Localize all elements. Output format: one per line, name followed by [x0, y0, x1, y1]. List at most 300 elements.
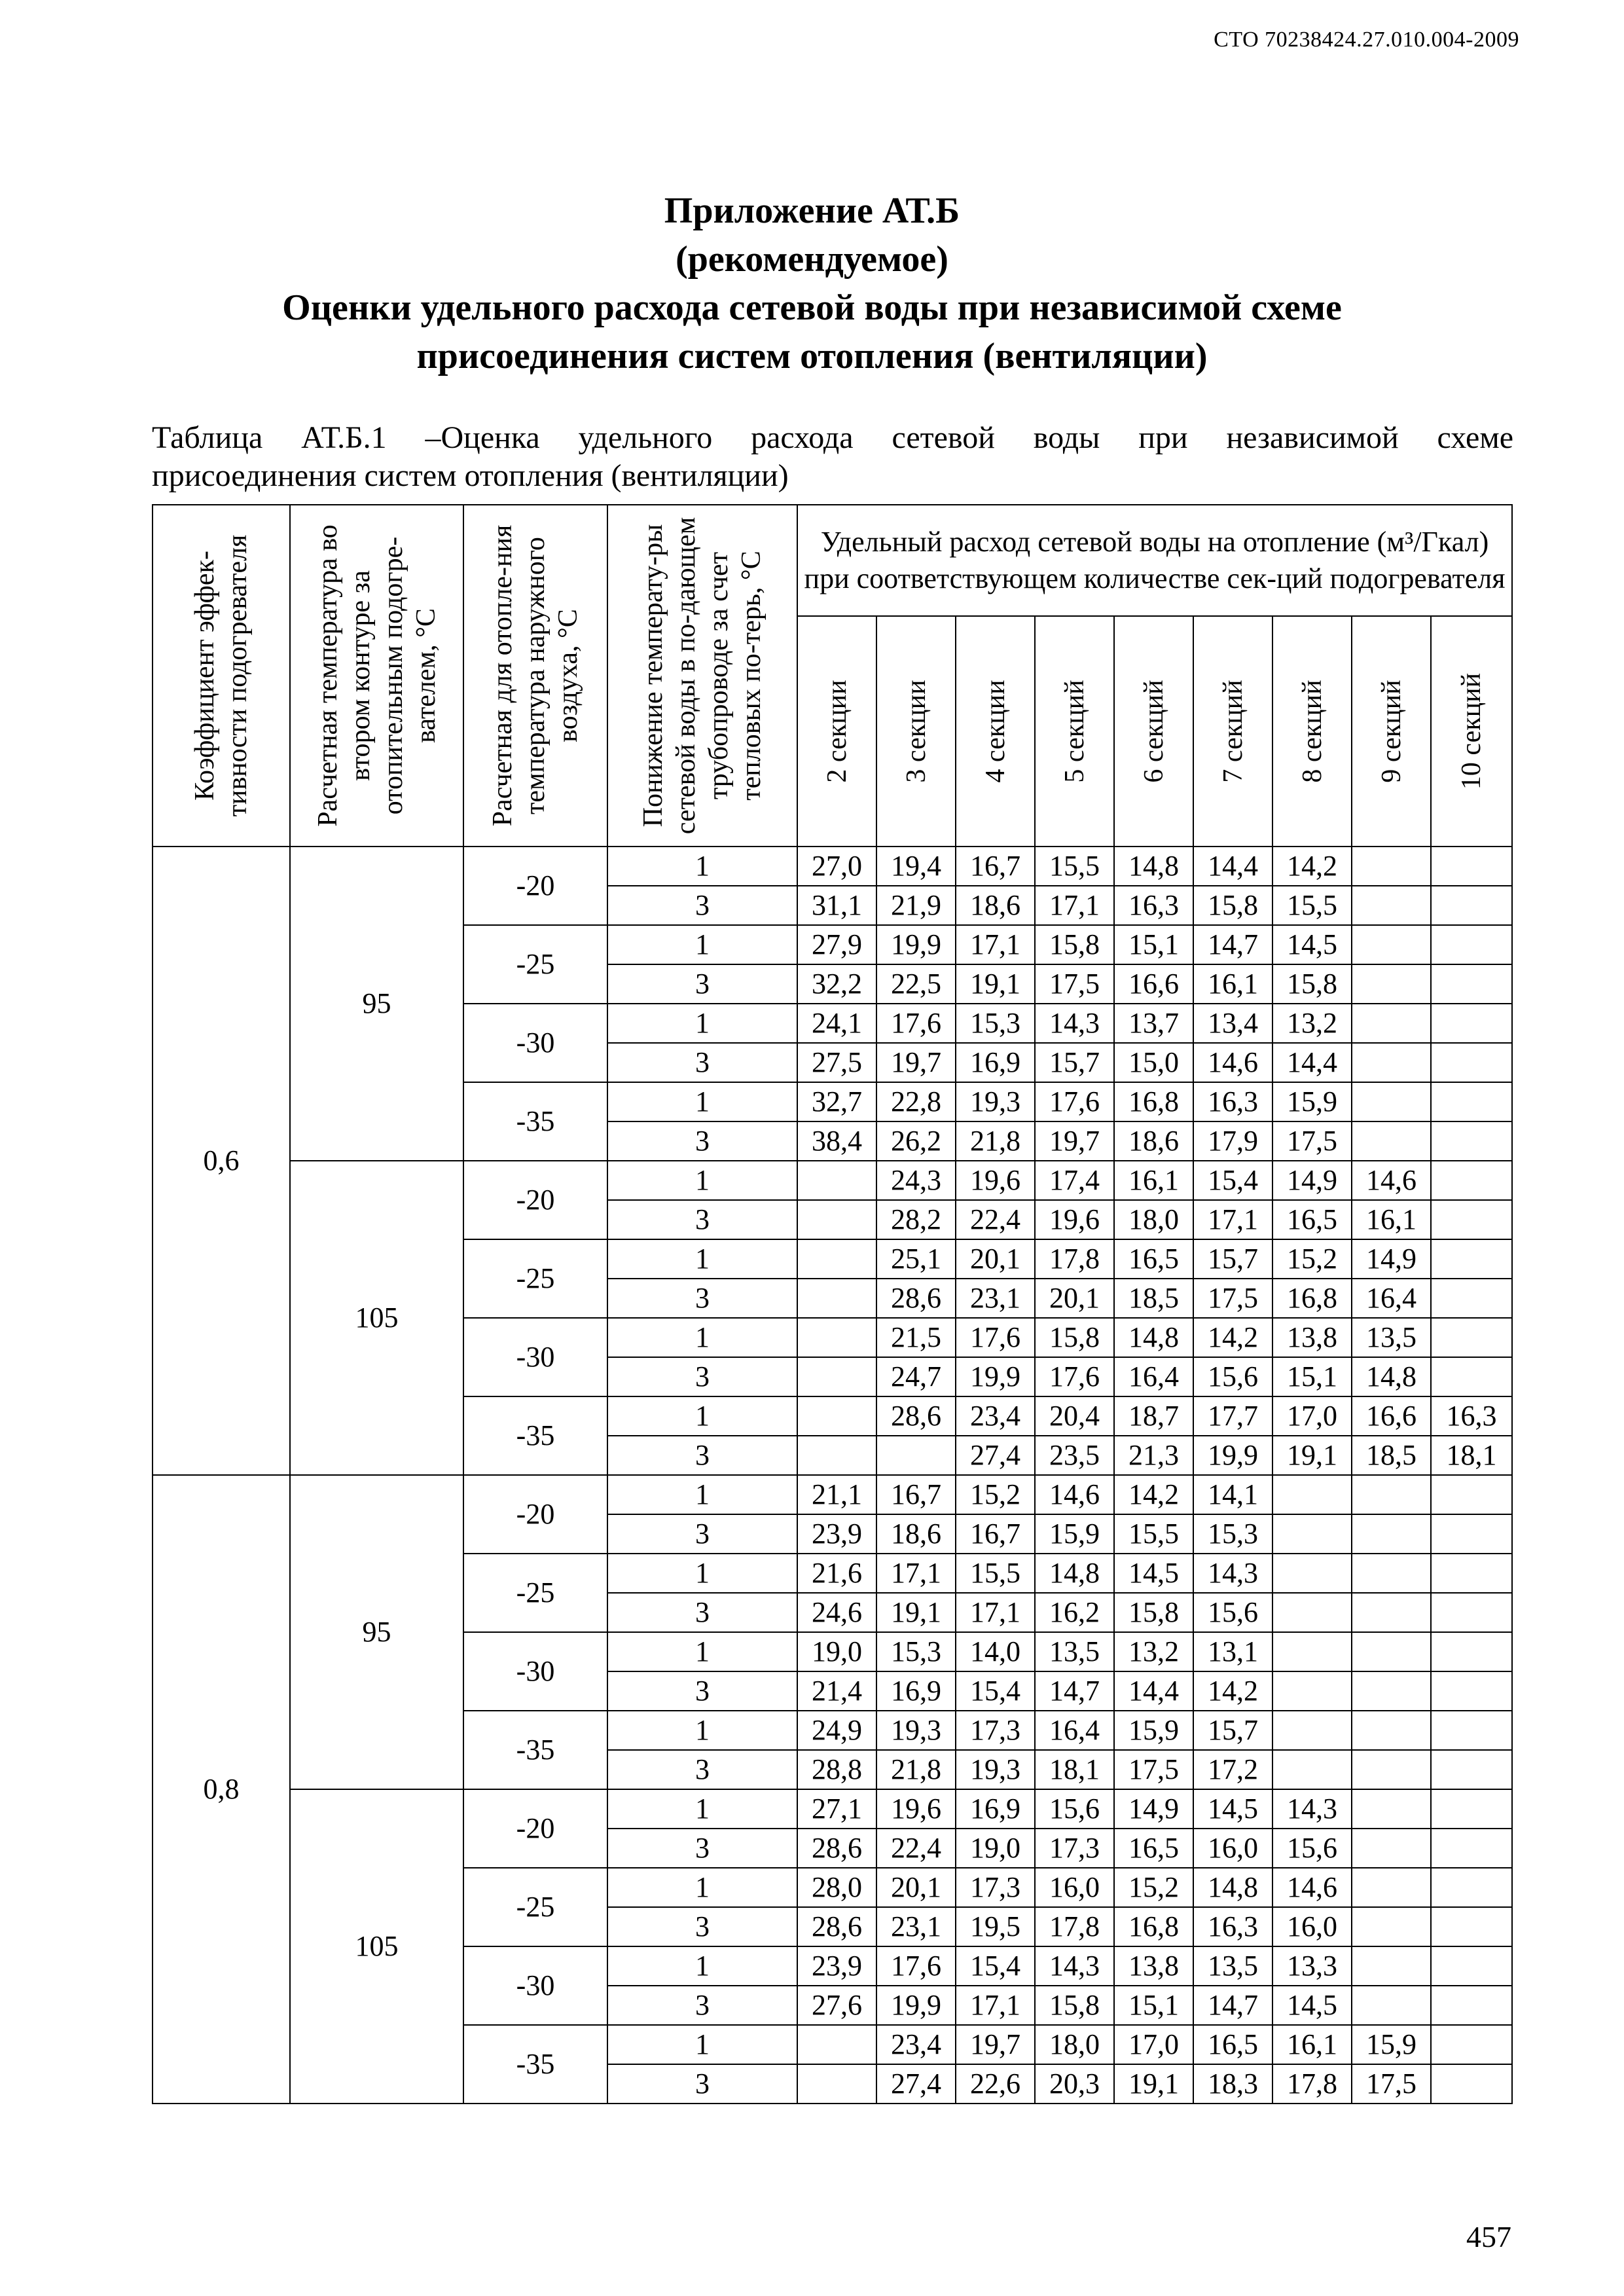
caption-line: присоединения систем отопления (вентиляции) [152, 458, 789, 493]
consumption-value-cell: 16,2 [1035, 1593, 1114, 1632]
consumption-value-cell: 16,8 [1114, 1907, 1193, 1946]
temp-drop-cell: 3 [607, 1671, 797, 1711]
consumption-value-cell: 16,7 [956, 1514, 1035, 1554]
outdoor-temp-cell: -25 [463, 1554, 607, 1632]
temp-drop-cell: 3 [607, 1436, 797, 1475]
consumption-value-cell: 18,3 [1193, 2064, 1272, 2104]
header-section: 6 секций [1114, 616, 1193, 847]
header-section: 8 секций [1272, 616, 1352, 847]
consumption-value-cell: 13,3 [1272, 1946, 1352, 1986]
consumption-value-cell: 15,3 [956, 1004, 1035, 1043]
consumption-value-cell [1431, 1868, 1512, 1907]
consumption-value-cell [1352, 1082, 1431, 1121]
temp-drop-cell: 1 [607, 1632, 797, 1671]
outdoor-temp-cell: -25 [463, 1239, 607, 1318]
consumption-value-cell: 27,4 [956, 1436, 1035, 1475]
header-section: 7 секций [1193, 616, 1272, 847]
consumption-value-cell: 19,3 [956, 1750, 1035, 1789]
consumption-value-cell: 15,2 [1272, 1239, 1352, 1279]
consumption-value-cell [1352, 925, 1431, 964]
consumption-value-cell [797, 1279, 876, 1318]
consumption-value-cell [1352, 1907, 1431, 1946]
consumption-value-cell: 19,9 [876, 1986, 956, 2025]
temp-drop-cell: 3 [607, 1907, 797, 1946]
consumption-value-cell: 19,7 [956, 2025, 1035, 2064]
consumption-value-cell: 19,7 [876, 1043, 956, 1082]
consumption-value-cell: 19,3 [956, 1082, 1035, 1121]
consumption-value-cell: 14,3 [1272, 1789, 1352, 1829]
header-section: 2 секции [797, 616, 876, 847]
consumption-value-cell: 18,5 [1114, 1279, 1193, 1318]
consumption-value-cell [1431, 1357, 1512, 1396]
water-consumption-table [152, 504, 1513, 2104]
temp-drop-cell: 1 [607, 1396, 797, 1436]
consumption-value-cell: 17,2 [1193, 1750, 1272, 1789]
temp-drop-cell: 3 [607, 964, 797, 1004]
consumption-value-cell [1431, 1632, 1512, 1671]
consumption-value-cell: 17,3 [956, 1868, 1035, 1907]
outdoor-temp-cell: -30 [463, 1004, 607, 1082]
outdoor-temp-cell: -30 [463, 1318, 607, 1396]
outdoor-temp-cell: -25 [463, 925, 607, 1004]
consumption-value-cell: 24,6 [797, 1593, 876, 1632]
consumption-value-cell: 14,2 [1272, 847, 1352, 886]
consumption-value-cell: 16,4 [1035, 1711, 1114, 1750]
consumption-value-cell [1352, 1554, 1431, 1593]
consumption-value-cell [1431, 1514, 1512, 1554]
consumption-value-cell: 16,6 [1114, 964, 1193, 1004]
consumption-value-cell: 14,8 [1114, 847, 1193, 886]
consumption-value-cell: 19,6 [956, 1161, 1035, 1200]
consumption-value-cell: 19,1 [876, 1593, 956, 1632]
outdoor-temp-cell: -30 [463, 1946, 607, 2025]
consumption-value-cell: 17,3 [956, 1711, 1035, 1750]
consumption-value-cell [1352, 1475, 1431, 1514]
consumption-value-cell [1431, 1907, 1512, 1946]
consumption-value-cell: 17,6 [956, 1318, 1035, 1357]
consumption-value-cell: 18,1 [1431, 1436, 1512, 1475]
consumption-value-cell: 19,7 [1035, 1121, 1114, 1161]
consumption-value-cell: 15,2 [956, 1475, 1035, 1514]
consumption-value-cell: 14,3 [1035, 1004, 1114, 1043]
consumption-value-cell: 17,8 [1035, 1239, 1114, 1279]
consumption-value-cell [1272, 1554, 1352, 1593]
consumption-value-cell: 31,1 [797, 886, 876, 925]
consumption-value-cell: 15,8 [1035, 1318, 1114, 1357]
consumption-value-cell: 17,1 [1035, 886, 1114, 925]
consumption-value-cell: 28,8 [797, 1750, 876, 1789]
consumption-value-cell: 28,6 [797, 1829, 876, 1868]
table-row [153, 1475, 1512, 1514]
consumption-value-cell: 17,1 [876, 1554, 956, 1593]
consumption-value-cell: 16,1 [1114, 1161, 1193, 1200]
consumption-value-cell: 21,9 [876, 886, 956, 925]
header-specific-consumption: Удельный расход сетевой воды на отопление (м³/Гкал) при соответствующем количестве сек-ций подогревателя [797, 505, 1512, 616]
consumption-value-cell: 18,6 [956, 886, 1035, 925]
temp-drop-cell: 3 [607, 1279, 797, 1318]
consumption-value-cell: 13,7 [1114, 1004, 1193, 1043]
consumption-value-cell [797, 1200, 876, 1239]
consumption-value-cell: 14,8 [1035, 1554, 1114, 1593]
consumption-value-cell: 15,0 [1114, 1043, 1193, 1082]
header-outdoor-temp: Расчетная для отопле-ния температура наружного воздуха, °С [463, 505, 607, 847]
consumption-value-cell: 18,0 [1035, 2025, 1114, 2064]
consumption-value-cell [1272, 1593, 1352, 1632]
efficiency-cell: 0,8 [153, 1475, 290, 2104]
consumption-value-cell: 18,7 [1114, 1396, 1193, 1436]
consumption-value-cell: 22,4 [876, 1829, 956, 1868]
consumption-value-cell [1272, 1475, 1352, 1514]
title-line: Оценки удельного расхода сетевой воды при независимой схеме [282, 287, 1342, 328]
consumption-value-cell: 23,4 [956, 1396, 1035, 1436]
consumption-value-cell: 19,6 [876, 1789, 956, 1829]
title-line: присоединения систем отопления (вентиляции) [416, 336, 1208, 376]
consumption-value-cell: 19,6 [1035, 1200, 1114, 1239]
consumption-value-cell: 27,4 [876, 2064, 956, 2104]
consumption-value-cell: 16,1 [1352, 1200, 1431, 1239]
consumption-value-cell: 16,9 [876, 1671, 956, 1711]
caption-line: Таблица АТ.Б.1 –Оценка удельного расхода сетевой воды при независимой схеме [152, 420, 1513, 455]
consumption-value-cell: 19,1 [1114, 2064, 1193, 2104]
consumption-value-cell: 22,5 [876, 964, 956, 1004]
consumption-value-cell: 21,1 [797, 1475, 876, 1514]
consumption-value-cell: 23,1 [956, 1279, 1035, 1318]
consumption-value-cell: 15,1 [1114, 1986, 1193, 2025]
consumption-value-cell: 16,9 [956, 1789, 1035, 1829]
consumption-value-cell [797, 2025, 876, 2064]
consumption-value-cell: 15,4 [1193, 1161, 1272, 1200]
consumption-value-cell: 22,4 [956, 1200, 1035, 1239]
consumption-value-cell: 20,1 [956, 1239, 1035, 1279]
header-efficiency: Коэффициент эффек-тивности подогревателя [153, 505, 290, 847]
consumption-value-cell: 17,6 [1035, 1082, 1114, 1121]
consumption-value-cell: 14,5 [1193, 1789, 1272, 1829]
consumption-value-cell: 14,8 [1193, 1868, 1272, 1907]
consumption-value-cell: 13,2 [1272, 1004, 1352, 1043]
consumption-value-cell: 16,0 [1193, 1829, 1272, 1868]
consumption-value-cell: 13,5 [1035, 1632, 1114, 1671]
consumption-value-cell: 18,1 [1035, 1750, 1114, 1789]
consumption-value-cell: 17,0 [1272, 1396, 1352, 1436]
title-line: (рекомендуемое) [676, 239, 948, 280]
consumption-value-cell: 28,6 [876, 1279, 956, 1318]
table-row [153, 847, 1512, 886]
temp-drop-cell: 3 [607, 1514, 797, 1554]
consumption-value-cell: 22,8 [876, 1082, 956, 1121]
consumption-value-cell: 24,9 [797, 1711, 876, 1750]
consumption-value-cell: 15,7 [1193, 1711, 1272, 1750]
consumption-value-cell: 13,8 [1272, 1318, 1352, 1357]
consumption-value-cell [1431, 1946, 1512, 1986]
consumption-value-cell: 16,8 [1272, 1279, 1352, 1318]
consumption-value-cell: 28,6 [876, 1396, 956, 1436]
consumption-value-cell: 27,5 [797, 1043, 876, 1082]
temp-drop-cell: 1 [607, 1946, 797, 1986]
consumption-value-cell: 28,0 [797, 1868, 876, 1907]
consumption-value-cell: 25,1 [876, 1239, 956, 1279]
consumption-value-cell: 15,6 [1193, 1357, 1272, 1396]
consumption-value-cell [1352, 1711, 1431, 1750]
consumption-value-cell [1431, 2025, 1512, 2064]
consumption-value-cell: 15,1 [1272, 1357, 1352, 1396]
consumption-value-cell [1352, 1789, 1431, 1829]
consumption-value-cell [1431, 2064, 1512, 2104]
consumption-value-cell [1431, 886, 1512, 925]
consumption-value-cell [1431, 1554, 1512, 1593]
temp-drop-cell: 1 [607, 1161, 797, 1200]
consumption-value-cell: 17,5 [1035, 964, 1114, 1004]
consumption-value-cell [1272, 1750, 1352, 1789]
consumption-value-cell [797, 1436, 876, 1475]
outdoor-temp-cell: -20 [463, 847, 607, 925]
consumption-value-cell: 14,8 [1114, 1318, 1193, 1357]
consumption-value-cell: 14,9 [1114, 1789, 1193, 1829]
consumption-value-cell: 19,0 [956, 1829, 1035, 1868]
consumption-value-cell: 26,2 [876, 1121, 956, 1161]
consumption-value-cell [1431, 1671, 1512, 1711]
consumption-value-cell: 23,9 [797, 1946, 876, 1986]
temp-drop-cell: 1 [607, 847, 797, 886]
consumption-value-cell: 14,2 [1114, 1475, 1193, 1514]
consumption-value-cell: 21,4 [797, 1671, 876, 1711]
header-temp-drop: Понижение температу-ры сетевой воды в по-дающем трубопроводе за счет тепловых по-терь, °С [607, 505, 797, 847]
consumption-value-cell: 18,6 [1114, 1121, 1193, 1161]
consumption-value-cell: 16,0 [1272, 1907, 1352, 1946]
secondary-temp-cell: 105 [290, 1789, 463, 2104]
consumption-value-cell: 16,0 [1035, 1868, 1114, 1907]
secondary-temp-cell: 95 [290, 847, 463, 1161]
header-section: 3 секции [876, 616, 956, 847]
consumption-value-cell [1272, 1671, 1352, 1711]
consumption-value-cell: 23,1 [876, 1907, 956, 1946]
consumption-value-cell: 15,7 [1193, 1239, 1272, 1279]
consumption-value-cell [1431, 1004, 1512, 1043]
outdoor-temp-cell: -20 [463, 1789, 607, 1868]
consumption-value-cell: 38,4 [797, 1121, 876, 1161]
consumption-value-cell: 23,9 [797, 1514, 876, 1554]
temp-drop-cell: 1 [607, 1711, 797, 1750]
consumption-value-cell: 16,5 [1114, 1239, 1193, 1279]
consumption-value-cell: 19,1 [1272, 1436, 1352, 1475]
consumption-value-cell: 17,0 [1114, 2025, 1193, 2064]
consumption-value-cell: 14,9 [1352, 1239, 1431, 1279]
consumption-value-cell: 17,4 [1035, 1161, 1114, 1200]
consumption-value-cell: 21,8 [956, 1121, 1035, 1161]
consumption-value-cell: 17,5 [1352, 2064, 1431, 2104]
consumption-value-cell: 21,6 [797, 1554, 876, 1593]
consumption-value-cell: 18,6 [876, 1514, 956, 1554]
temp-drop-cell: 3 [607, 1829, 797, 1868]
consumption-value-cell: 17,5 [1114, 1750, 1193, 1789]
consumption-value-cell [1431, 925, 1512, 964]
consumption-value-cell: 16,1 [1193, 964, 1272, 1004]
consumption-value-cell: 24,3 [876, 1161, 956, 1200]
temp-drop-cell: 3 [607, 1121, 797, 1161]
consumption-value-cell [797, 2064, 876, 2104]
consumption-value-cell [1352, 1514, 1431, 1554]
consumption-value-cell: 22,6 [956, 2064, 1035, 2104]
consumption-value-cell [1352, 1829, 1431, 1868]
consumption-value-cell [1352, 847, 1431, 886]
temp-drop-cell: 3 [607, 1357, 797, 1396]
consumption-value-cell: 15,4 [956, 1946, 1035, 1986]
temp-drop-cell: 3 [607, 1593, 797, 1632]
header-secondary-temp: Расчетная температура во втором контуре за отопительным подогре-вателем, °С [290, 505, 463, 847]
consumption-value-cell [1272, 1514, 1352, 1554]
consumption-value-cell: 20,1 [876, 1868, 956, 1907]
outdoor-temp-cell: -20 [463, 1161, 607, 1239]
consumption-value-cell: 20,4 [1035, 1396, 1114, 1436]
consumption-value-cell [1352, 1868, 1431, 1907]
consumption-value-cell: 15,9 [1272, 1082, 1352, 1121]
consumption-value-cell: 19,5 [956, 1907, 1035, 1946]
consumption-value-cell: 15,5 [956, 1554, 1035, 1593]
consumption-value-cell: 15,8 [1272, 964, 1352, 1004]
consumption-value-cell [1352, 886, 1431, 925]
consumption-value-cell: 17,6 [876, 1946, 956, 1986]
consumption-value-cell [1431, 1750, 1512, 1789]
consumption-value-cell: 14,3 [1193, 1554, 1272, 1593]
consumption-value-cell [1431, 1161, 1512, 1200]
consumption-value-cell: 16,6 [1352, 1396, 1431, 1436]
consumption-value-cell: 15,4 [956, 1671, 1035, 1711]
temp-drop-cell: 3 [607, 2064, 797, 2104]
consumption-value-cell: 17,7 [1193, 1396, 1272, 1436]
consumption-value-cell: 27,9 [797, 925, 876, 964]
temp-drop-cell: 1 [607, 1789, 797, 1829]
consumption-value-cell: 27,1 [797, 1789, 876, 1829]
consumption-value-cell: 15,5 [1035, 847, 1114, 886]
consumption-value-cell: 16,3 [1114, 886, 1193, 925]
consumption-value-cell: 14,6 [1272, 1868, 1352, 1907]
temp-drop-cell: 1 [607, 1004, 797, 1043]
consumption-value-cell: 32,7 [797, 1082, 876, 1121]
consumption-value-cell: 17,5 [1193, 1279, 1272, 1318]
consumption-value-cell [1431, 1986, 1512, 2025]
temp-drop-cell: 1 [607, 1554, 797, 1593]
consumption-value-cell: 17,3 [1035, 1829, 1114, 1868]
consumption-value-cell: 14,4 [1272, 1043, 1352, 1082]
consumption-value-cell: 19,1 [956, 964, 1035, 1004]
temp-drop-cell: 1 [607, 925, 797, 964]
consumption-value-cell: 14,6 [1035, 1475, 1114, 1514]
header-section: 10 секций [1431, 616, 1512, 847]
table-row [153, 1161, 1512, 1200]
temp-drop-cell: 1 [607, 1868, 797, 1907]
consumption-value-cell [1431, 1121, 1512, 1161]
consumption-value-cell: 15,9 [1114, 1711, 1193, 1750]
consumption-value-cell: 15,5 [1114, 1514, 1193, 1554]
consumption-value-cell: 15,8 [1193, 886, 1272, 925]
consumption-value-cell [1352, 1671, 1431, 1711]
consumption-value-cell [1272, 1711, 1352, 1750]
consumption-value-cell [1431, 1475, 1512, 1514]
consumption-value-cell [1352, 1750, 1431, 1789]
consumption-value-cell [797, 1239, 876, 1279]
consumption-value-cell: 17,9 [1193, 1121, 1272, 1161]
consumption-value-cell: 16,4 [1352, 1279, 1431, 1318]
consumption-value-cell: 14,5 [1114, 1554, 1193, 1593]
consumption-value-cell: 19,9 [1193, 1436, 1272, 1475]
secondary-temp-cell: 95 [290, 1475, 463, 1789]
consumption-value-cell: 15,3 [1193, 1514, 1272, 1554]
consumption-value-cell: 18,0 [1114, 1200, 1193, 1239]
consumption-value-cell [1352, 1121, 1431, 1161]
consumption-value-cell: 14,7 [1035, 1671, 1114, 1711]
temp-drop-cell: 3 [607, 1043, 797, 1082]
consumption-value-cell: 16,7 [876, 1475, 956, 1514]
consumption-value-cell: 13,2 [1114, 1632, 1193, 1671]
table-row [153, 1789, 1512, 1829]
consumption-value-cell: 14,7 [1193, 1986, 1272, 2025]
consumption-value-cell: 16,5 [1193, 2025, 1272, 2064]
consumption-value-cell: 17,6 [876, 1004, 956, 1043]
consumption-value-cell: 19,3 [876, 1711, 956, 1750]
outdoor-temp-cell: -35 [463, 1082, 607, 1161]
consumption-value-cell [1352, 1986, 1431, 2025]
consumption-value-cell: 15,5 [1272, 886, 1352, 925]
consumption-value-cell: 27,6 [797, 1986, 876, 2025]
consumption-value-cell: 15,2 [1114, 1868, 1193, 1907]
consumption-value-cell: 21,3 [1114, 1436, 1193, 1475]
consumption-value-cell: 15,7 [1035, 1043, 1114, 1082]
consumption-value-cell: 24,1 [797, 1004, 876, 1043]
consumption-value-cell: 16,5 [1114, 1829, 1193, 1868]
consumption-value-cell: 16,3 [1193, 1082, 1272, 1121]
consumption-value-cell: 14,1 [1193, 1475, 1272, 1514]
consumption-value-cell: 19,0 [797, 1632, 876, 1671]
consumption-value-cell: 13,5 [1193, 1946, 1272, 1986]
consumption-value-cell: 13,5 [1352, 1318, 1431, 1357]
consumption-value-cell: 15,3 [876, 1632, 956, 1671]
consumption-value-cell: 16,1 [1272, 2025, 1352, 2064]
consumption-value-cell: 15,8 [1035, 925, 1114, 964]
consumption-value-cell [1352, 1004, 1431, 1043]
consumption-value-cell: 15,1 [1114, 925, 1193, 964]
consumption-value-cell: 13,1 [1193, 1632, 1272, 1671]
consumption-value-cell [1431, 1318, 1512, 1357]
consumption-value-cell [1431, 1043, 1512, 1082]
consumption-value-cell: 17,1 [956, 925, 1035, 964]
efficiency-cell: 0,6 [153, 847, 290, 1475]
consumption-value-cell [1431, 1711, 1512, 1750]
consumption-value-cell: 14,5 [1272, 925, 1352, 964]
consumption-value-cell [1352, 1946, 1431, 1986]
outdoor-temp-cell: -30 [463, 1632, 607, 1711]
consumption-value-cell: 21,5 [876, 1318, 956, 1357]
consumption-value-cell: 32,2 [797, 964, 876, 1004]
outdoor-temp-cell: -25 [463, 1868, 607, 1946]
consumption-value-cell: 14,4 [1114, 1671, 1193, 1711]
header-section: 5 секций [1035, 616, 1114, 847]
temp-drop-cell: 3 [607, 1750, 797, 1789]
consumption-value-cell [1431, 1239, 1512, 1279]
consumption-value-cell: 14,8 [1352, 1357, 1431, 1396]
consumption-value-cell: 27,0 [797, 847, 876, 886]
consumption-value-cell: 16,9 [956, 1043, 1035, 1082]
consumption-value-cell [1352, 964, 1431, 1004]
consumption-value-cell: 13,4 [1193, 1004, 1272, 1043]
outdoor-temp-cell: -35 [463, 2025, 607, 2104]
title-line: Приложение АТ.Б [664, 191, 960, 231]
consumption-value-cell: 20,1 [1035, 1279, 1114, 1318]
consumption-value-cell: 28,2 [876, 1200, 956, 1239]
consumption-value-cell: 14,0 [956, 1632, 1035, 1671]
consumption-value-cell [797, 1396, 876, 1436]
consumption-value-cell: 20,3 [1035, 2064, 1114, 2104]
consumption-value-cell [1431, 1593, 1512, 1632]
consumption-value-cell: 16,8 [1114, 1082, 1193, 1121]
